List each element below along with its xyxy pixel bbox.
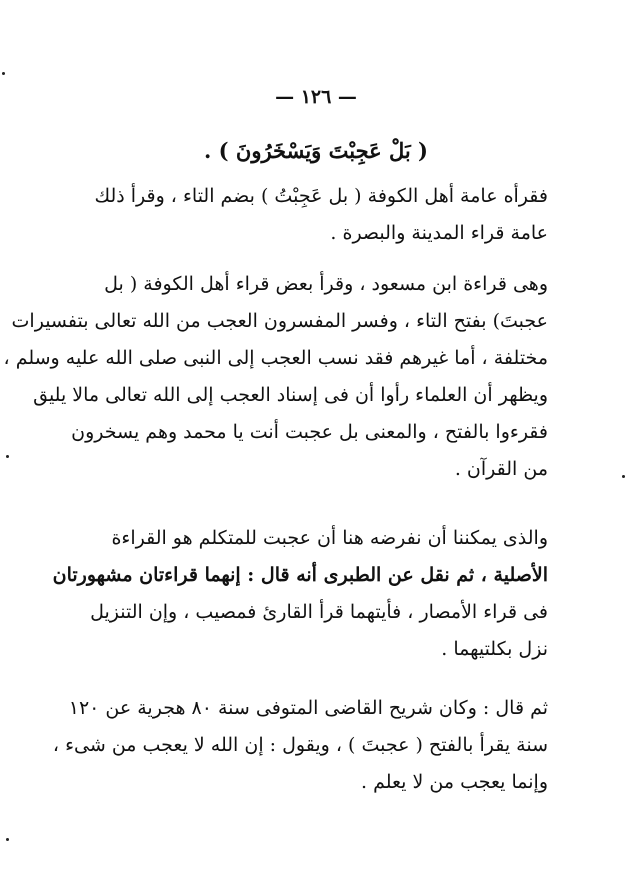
paragraph-original-reading [52, 520, 548, 668]
text-line: فقرءوا بالفتح ، والمعنى بل عجبت أنت يا محمد وهم يسخرون [71, 421, 548, 443]
text-line: وإنما يعجب من لا يعلم . [361, 771, 548, 793]
text-line: عجبتَ) بفتح التاء ، وفسر المفسرون العجب من الله تعالى بتفسيرات [11, 310, 548, 332]
text-line: فى قراء الأمصار ، فأيتهما قرأ القارئ فمصيب ، وإن التنزيل [90, 601, 548, 623]
paragraph-shurayh-quote [52, 690, 548, 801]
paragraph-ibn-masud-reading [3, 266, 548, 488]
text-line: عامة قراء المدينة والبصرة . [330, 222, 548, 244]
scan-speck [2, 72, 5, 75]
text-line: ويظهر أن العلماء رأوا أن فى إسناد العجب إلى الله تعالى مالا يليق [33, 384, 548, 406]
text-line: الأصلية ، ثم نقل عن الطبرى أنه قال : إنهما قراءتان مشهورتان [52, 564, 548, 586]
text-line: ثم قال : وكان شريح القاضى المتوفى سنة ٨٠ هجرية عن ١٢٠ [68, 697, 548, 719]
scan-speck [6, 455, 9, 458]
text-line: والذى يمكننا أن نفرضه هنا أن عجبت للمتكلم هو القراءة [111, 527, 548, 549]
text-line: من القرآن . [454, 458, 548, 480]
scan-speck [6, 838, 9, 841]
scan-speck [622, 475, 625, 478]
text-line: سنة يقرأ بالفتح ( عجبتَ ) ، ويقول : إن الله لا يعجب من شىء ، [52, 734, 548, 756]
text-line: نزل بكلتيهما . [441, 638, 548, 660]
page-number: — ١٢٦ — [275, 86, 357, 108]
paragraph-kufa-reading [74, 178, 548, 252]
verse-line: ( بَلْ عَجِبْتَ وَيَسْخَرُونَ ) . [204, 138, 428, 163]
text-line: وهى قراءة ابن مسعود ، وقرأ بعض قراء أهل الكوفة ( بل [104, 273, 548, 295]
text-line: فقرأه عامة أهل الكوفة ( بل عَجِبْتُ ) بضم التاء ، وقرأ ذلك [94, 185, 548, 207]
quranic-verse-heading [74, 132, 548, 169]
text-line: مختلفة ، أما غيرهم فقد نسب العجب إلى النبى صلى الله عليه وسلم ، [3, 347, 548, 369]
